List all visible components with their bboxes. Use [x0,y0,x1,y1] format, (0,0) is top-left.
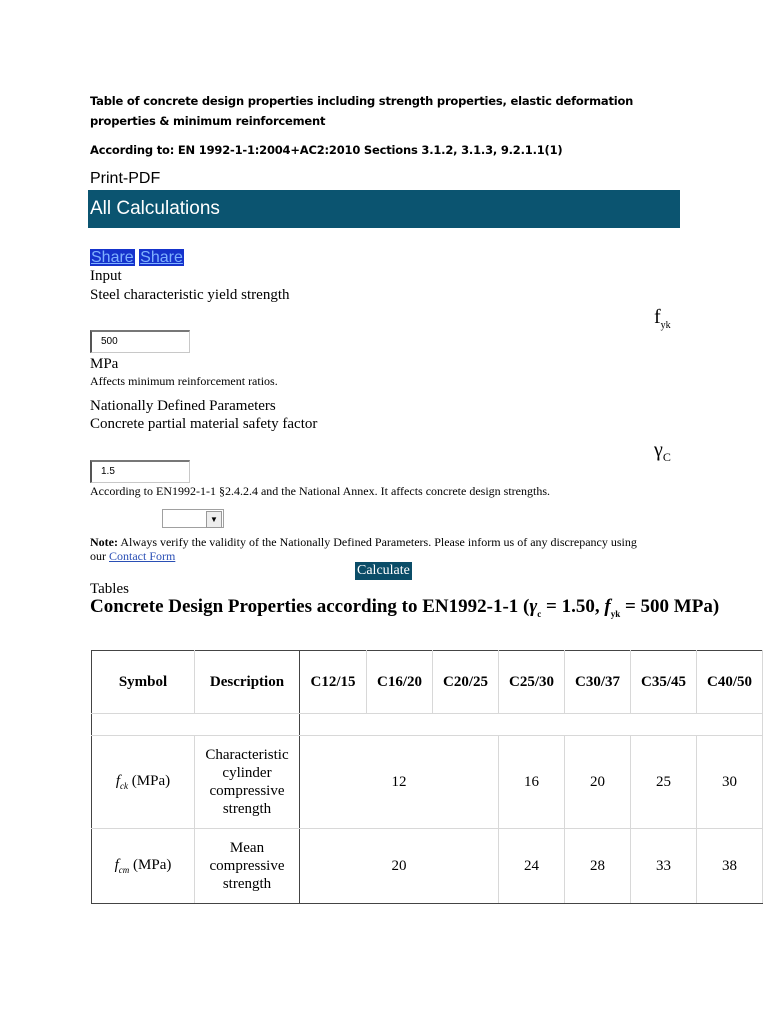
fyk-unit: MPa [90,356,119,372]
gamma-c-input[interactable]: 1.5 [90,460,190,483]
spacer-cell [92,714,300,736]
national-annex-select[interactable] [162,509,224,528]
col-header-description: Description [195,651,300,714]
standard-reference: According to: EN 1992-1-1:2004+AC2:2010 Sections 3.1.2, 3.1.3, 9.2.1.1(1) [90,143,563,157]
value-cell: 25 [631,736,697,829]
note-text: Always verify the validity of the Nationally Defined Parameters. Please inform us of any discrepancy using our [90,535,637,563]
col-header-c20-25: C20/25 [433,651,499,714]
calculate-button[interactable]: Calculate [357,563,410,578]
share-button-1[interactable]: Share [91,249,134,266]
value-cell: 28 [565,829,631,904]
col-header-c12-15: C12/15 [300,651,367,714]
col-header-symbol: Symbol [92,651,195,714]
table-row [92,736,763,829]
intro-title: Table of concrete design properties including strength properties, elastic deformation properties & minimum reinforcement [90,94,634,128]
share-links [90,249,184,267]
table-spacer-row [92,714,763,736]
ndp-heading: Nationally Defined Parameters [90,398,276,414]
fyk-input[interactable]: 500 [90,330,190,353]
value-cell: 20 [300,829,499,904]
symbol-cell: $f_{ck}$ (MPa) [92,736,195,829]
chevron-down-icon: ▼ [206,511,222,528]
value-cell: 20 [565,736,631,829]
contact-form-link[interactable]: Contact Form [109,549,176,563]
spacer-cell [300,714,763,736]
col-header-c35-45: C35/45 [631,651,697,714]
col-header-c25-30: C25/30 [499,651,565,714]
value-cell: 30 [697,736,763,829]
value-cell: 24 [499,829,565,904]
col-header-c40-50: C40/50 [697,651,763,714]
value-cell: 38 [697,829,763,904]
table-header-row [92,651,763,714]
value-cell: 33 [631,829,697,904]
value-cell: 12 [300,736,499,829]
col-header-c16-20: C16/20 [367,651,433,714]
all-calculations-bar[interactable] [88,190,680,228]
table-row [92,829,763,904]
design-table-heading: Concrete Design Properties according to EN1992-1-1 ($\gamma_c = 1.50$, $f_{yk} = 500$ MPa) [90,596,720,619]
fyk-label: Steel characteristic yield strength [90,287,290,303]
all-calculations-label: All Calculations [90,198,220,219]
note-bold: Note: [90,535,118,549]
print-pdf-link[interactable]: Print-PDF [90,170,161,187]
design-properties-table [91,650,763,904]
gamma-c-symbol: $\gamma_C$ [654,439,671,464]
col-header-c30-37: C30/37 [565,651,631,714]
ndp-note [90,535,650,563]
input-heading: Input [90,268,122,284]
gamma-c-note: According to EN1992-1-1 §2.4.2.4 and the National Annex. It affects concrete design strengths. [90,484,550,498]
description-cell: Mean compressive strength [195,829,300,904]
value-cell: 16 [499,736,565,829]
fyk-symbol: $f_{yk}$ [654,306,671,331]
description-cell: Characteristic cylinder compressive strength [195,736,300,829]
share-button-2[interactable]: Share [140,249,183,266]
gamma-c-label: Concrete partial material safety factor [90,416,318,432]
symbol-cell: $f_{cm}$ (MPa) [92,829,195,904]
tables-heading: Tables [90,581,129,597]
fyk-note: Affects minimum reinforcement ratios. [90,374,278,388]
